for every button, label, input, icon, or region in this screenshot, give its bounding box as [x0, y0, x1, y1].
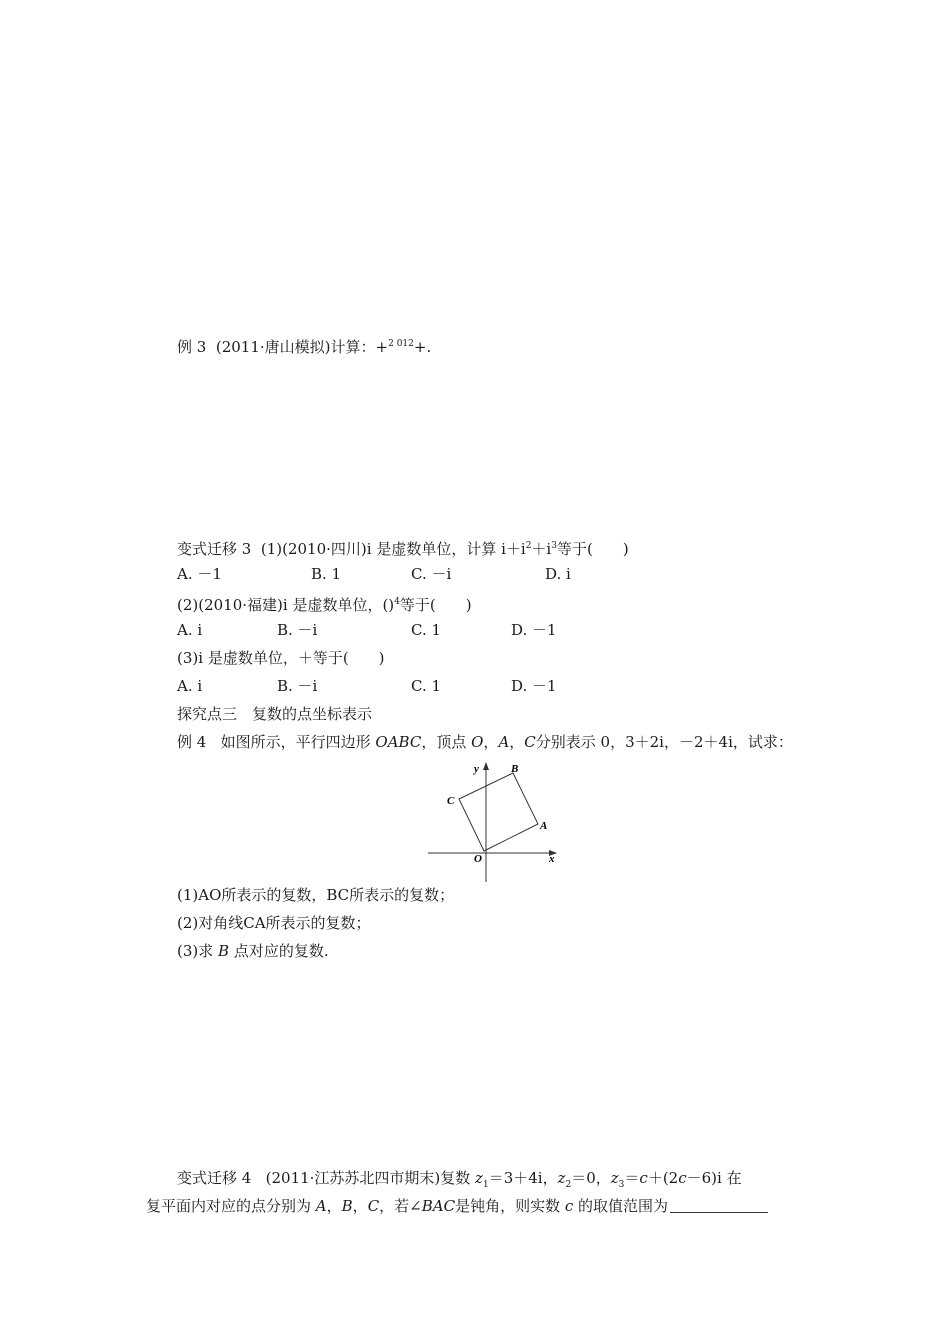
- example-4-q1: (1)AO所表示的复数，BC所表示的复数；: [177, 886, 455, 904]
- var-z: z: [475, 1169, 483, 1187]
- subscript: 2: [565, 1180, 572, 1190]
- option-b: B. 1: [311, 565, 342, 583]
- variant-4-text-d: 的取值范围为: [573, 1197, 669, 1215]
- var-z: z: [610, 1169, 619, 1187]
- option-b: B. －i: [277, 621, 318, 639]
- option-a: A. i: [177, 621, 203, 639]
- x-axis-label: x: [549, 853, 555, 865]
- z3-value-c: －6)i 在: [686, 1169, 742, 1187]
- comma: ，: [352, 1197, 368, 1215]
- option-c: C. －i: [411, 565, 452, 583]
- variant-3-q1-mid: ＋i: [531, 540, 552, 558]
- option-c: C. 1: [411, 621, 442, 639]
- option-c: C. 1: [411, 677, 442, 695]
- comma: ，: [509, 733, 525, 751]
- var-a: A: [498, 733, 510, 751]
- var-b: B: [341, 1197, 353, 1215]
- example-4-text-c: 分别表示 0，3＋2i，－2＋4i，试求：: [535, 733, 793, 751]
- exponent: 3: [551, 541, 557, 551]
- comma: ，: [326, 1197, 342, 1215]
- variant-3-q1: [177, 536, 629, 559]
- example-3-text: 计算：: [330, 338, 376, 356]
- example-4-q2: (2)对角线CA所表示的复数；: [177, 914, 371, 932]
- z3-value-b: ＋(2: [647, 1169, 679, 1187]
- example-3-tail: +.: [413, 338, 432, 356]
- point-c-label: C: [447, 795, 455, 807]
- option-d: D. －1: [511, 621, 557, 639]
- example-3-exponent: 2 012: [388, 339, 414, 349]
- example-4-q3-a: (3)求: [177, 942, 219, 960]
- variant-4-text-a: 复平面内对应的点分别为: [146, 1197, 316, 1215]
- z1-value: ＝3＋4i，: [488, 1169, 558, 1187]
- example-4-text-b: ，顶点: [421, 733, 472, 751]
- example-4-q3-c: 点对应的复数.: [229, 942, 329, 960]
- var-c: C: [367, 1197, 380, 1215]
- variant-3-q1-end: 等于( ): [556, 540, 629, 558]
- y-axis-label: y: [474, 763, 479, 775]
- point-b-label: B: [511, 763, 519, 775]
- option-a: A. －1: [177, 565, 222, 583]
- exponent: 2: [525, 541, 532, 551]
- var-c: c: [678, 1169, 687, 1187]
- answer-blank[interactable]: [670, 1198, 768, 1213]
- var-oabc: OABC: [375, 733, 422, 751]
- z3-value-a: ＝: [624, 1169, 640, 1187]
- variant-4-text-c: 是钝角，则实数: [455, 1197, 565, 1215]
- example-3-label: 例 3: [177, 338, 207, 356]
- var-o: O: [471, 733, 484, 751]
- var-c: c: [564, 1197, 574, 1215]
- exponent: 4: [394, 597, 400, 607]
- var-z: z: [557, 1169, 566, 1187]
- variant-3-q2: [177, 592, 472, 615]
- variant-3-q3-text: (3)i 是虚数单位，＋等于( ): [177, 649, 385, 667]
- example-3-source: (2011·唐山模拟): [215, 338, 331, 356]
- variant-3-q3: [177, 648, 385, 668]
- subscript: 1: [482, 1180, 489, 1190]
- var-a: A: [315, 1197, 327, 1215]
- y-axis-arrow: [483, 762, 489, 770]
- option-d: D. i: [545, 565, 571, 583]
- origin-label: O: [474, 853, 482, 865]
- point-a-label: A: [540, 820, 548, 832]
- option-d: D. －1: [511, 677, 557, 695]
- var-c: c: [639, 1169, 648, 1187]
- parallelogram-figure: [425, 757, 565, 885]
- var-bac: BAC: [421, 1197, 456, 1215]
- variant-3-label: 变式迁移 3: [177, 540, 252, 558]
- option-b: B. －i: [277, 677, 318, 695]
- variant-3-q2-end: 等于( ): [399, 596, 472, 614]
- var-b: B: [218, 942, 230, 960]
- variant-4-text-b: ，若∠: [379, 1197, 422, 1215]
- option-a: A. i: [177, 677, 203, 695]
- example-4-label: 例 4: [177, 733, 207, 751]
- variant-4-line-2: [146, 1196, 768, 1216]
- parallelogram-oabc: [459, 773, 538, 851]
- example-4-q3: [177, 941, 329, 961]
- section-heading: 探究点三 复数的点坐标表示: [177, 705, 373, 723]
- example-4-line: [177, 732, 793, 752]
- example-4-text: 如图所示，平行四边形: [220, 733, 376, 751]
- subscript: 3: [618, 1180, 625, 1190]
- example-3-line: [177, 334, 431, 357]
- variant-4-line-1: [177, 1168, 742, 1195]
- comma: ，: [483, 733, 499, 751]
- variant-4-label: 变式迁移 4: [177, 1169, 252, 1187]
- example-3-plus: +: [375, 338, 389, 356]
- variant-4-source: (2011·江苏苏北四市期末)复数: [265, 1169, 476, 1187]
- z2-value: ＝0，: [571, 1169, 611, 1187]
- var-c: C: [524, 733, 536, 751]
- variant-3-q1-text: (1)(2010·四川)i 是虚数单位，计算 i＋i: [260, 540, 526, 558]
- variant-3-q2-text: (2)(2010·福建)i 是虚数单位，(): [177, 596, 395, 614]
